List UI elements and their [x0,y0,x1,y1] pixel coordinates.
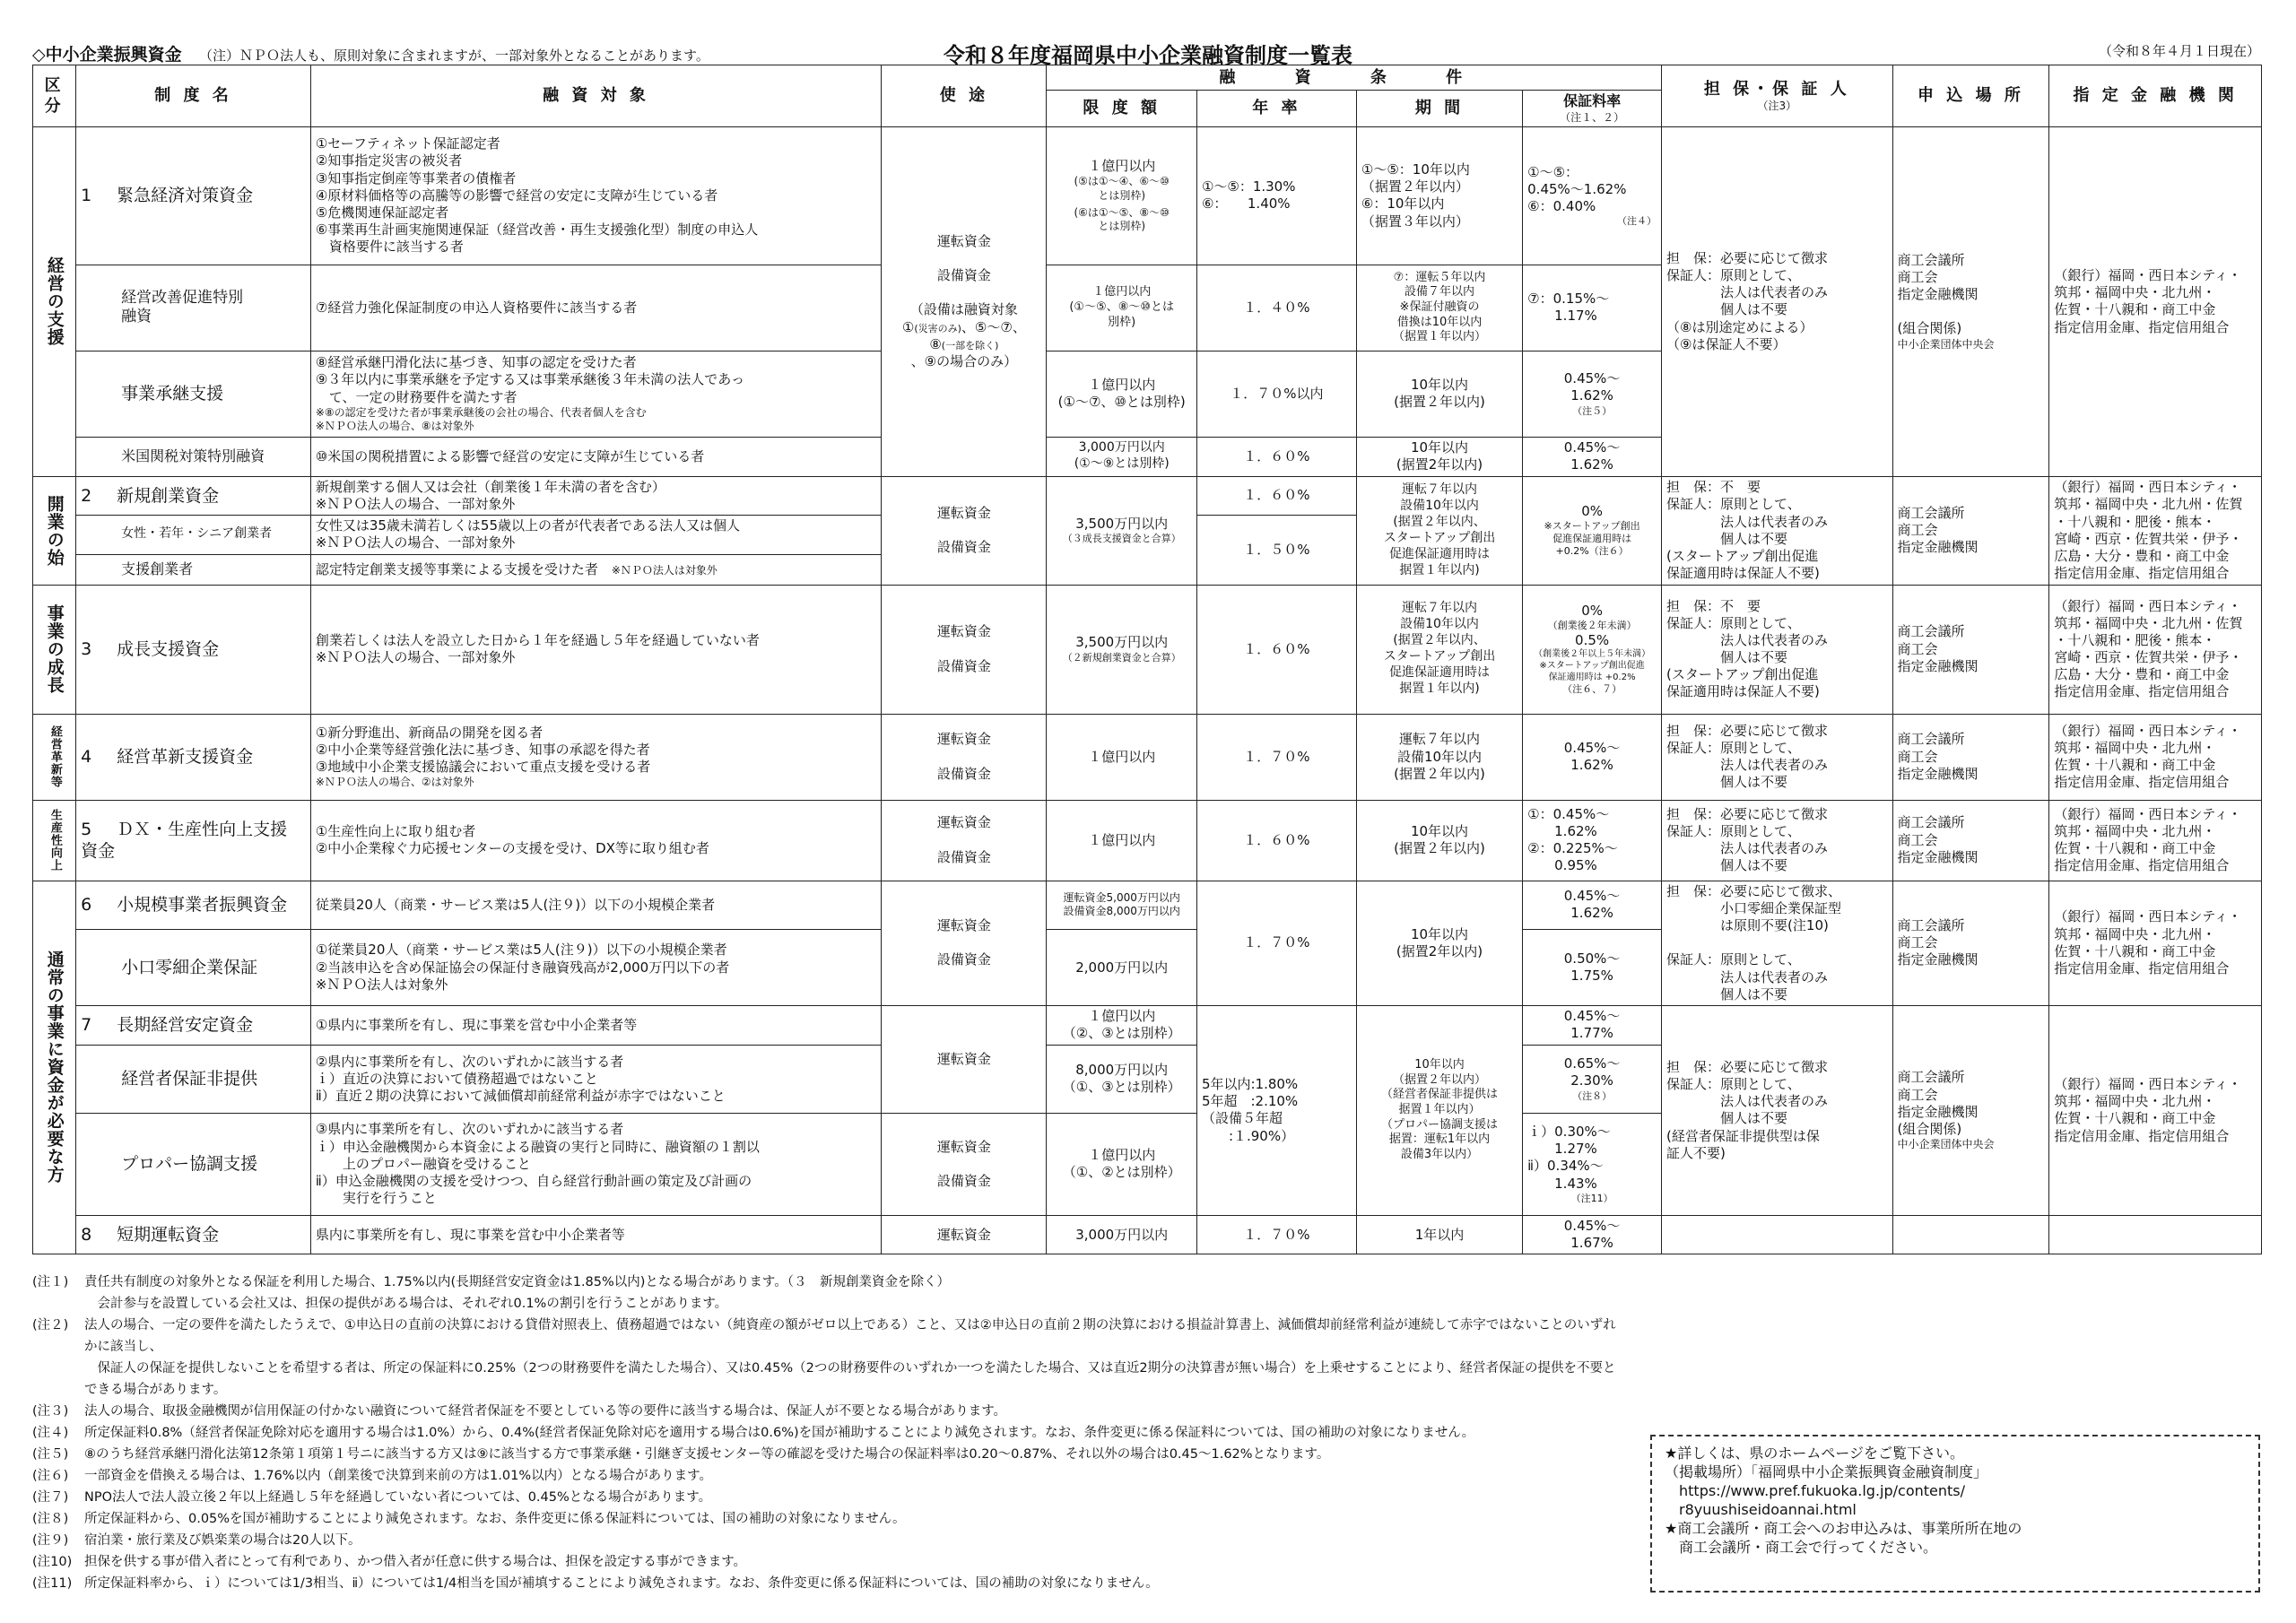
collateral-terms [1662,1215,1893,1254]
collateral-terms: 担 保：必要に応じて徴求 保証人：原則として、 法人は代表者のみ 個人は不要 [1662,714,1893,800]
category-ordinary: 通常の事業に資金が必要な方 [33,881,76,1254]
loan-period: 10年以内 (据置2年以内) [1356,437,1522,476]
guarantee-fee: 0.45%〜 1.62% （注５） [1523,351,1662,437]
loan-limit: 3,500万円以内 （２新規創業資金と合算） [1047,585,1196,714]
footnote-label: (注９) [32,1533,69,1548]
interest-rate: １．６０% [1196,800,1356,881]
footnote-label: (注４) [32,1426,69,1440]
loan-target: 創業若しくは法人を設立した日から１年を経過し５年を経過していない者 ※ＮＰＯ法人の場合、一部対象外 [310,585,881,714]
program-name: 支援創業者 [76,554,311,585]
guarantee-fee: ｉ）0.30%〜 1.27% ⅱ）0.34%〜 1.43% （注11） [1523,1113,1662,1215]
loan-limit: 運転資金5,000万円以内 設備資金8,000万円以内 [1047,881,1196,930]
designated-banks: （銀行）福岡・西日本シティ・ 筑邦・福岡中央・北九州・ 佐賀・十八親和・商工中金 指定信用金庫、指定信用組合 [2049,800,2262,881]
footnote-text: 法人の場合、一定の要件を満たしたうえで、①申込日の直前の決算における貸借対照表上、債務超過ではない（純資産の額がゼロ以上である）こと、又は②申込日の直前２期の決算における損益計算書上、減価償却前経常利益が連続して赤字ではないことのいずれかに該当し、 保証人の保証を提供しないことを希望する者は、所定の保証料に0.25%（2つの財務要件を満たした場合）、又は0.45%（2つの財務要件のいずれか一つを満たした場合、又は直近2期分の決算書が無い場合）を上乗せすることにより、経営者保証の提供を不要とできる場合があります。 [84,1318,1616,1397]
interest-rate: １．７０% [1196,881,1356,1005]
loan-limit: 2,000万円以内 [1047,930,1196,1006]
homepage-link[interactable]: https://www.pref.fukuoka.lg.jp/contents/ r8yuushiseidoannai.html [1679,1482,1966,1518]
info-line: ★詳しくは、県のホームページをご覧下さい。 [1665,1445,1965,1462]
loan-purpose: 運転資金 設備資金 [882,476,1047,585]
footnote-label: (注３) [32,1404,69,1419]
col-period: 期 間 [1356,91,1522,127]
collateral-terms: 担 保：必要に応じて徴求 保証人：原則として、 法人は代表者のみ 個人は不要 [1662,800,1893,881]
apply-place: 商工会議所 商工会 指定金融機関 [1892,585,2049,714]
footnote [32,1422,1629,1444]
loan-target: ③県内に事業所を有し、次のいずれかに該当する者 ｉ）申込金融機関から本資金による融資の実行と同時に、融資額の１割以 上のプロパー融資を受けること ⅱ）申込金融機関の支援を受けつつ、自ら経営行動計画の策定及び計画の 実行を行うこと [310,1113,881,1215]
designated-banks: （銀行）福岡・西日本シティ・ 筑邦・福岡中央・北九州・ 佐賀・十八親和・商工中金 指定信用金庫、指定信用組合 [2049,714,2262,800]
col-fee: 保証料率 （注１、２） [1523,91,1662,127]
loan-limit: １億円以内 [1047,714,1196,800]
footnote-text: 一部資金を借換える場合は、1.76%以内（創業後で決算到来前の方は1.01%以内）となる場合があります。 [84,1469,712,1483]
col-rate: 年 率 [1196,91,1356,127]
guarantee-fee: 0.45%〜 1.67% [1523,1215,1662,1254]
program-name: 1 緊急経済対策資金 [76,126,311,265]
table-row [33,714,2262,800]
loan-purpose: 運転資金 設備資金 [882,881,1047,1005]
footnote [32,1487,1629,1508]
program-name: 7 長期経営安定資金 [76,1005,311,1045]
table-row [33,800,2262,881]
loan-period: 運転７年以内 設備10年以内 (据置２年以内) [1356,714,1522,800]
interest-rate: １．７０%以内 [1196,351,1356,437]
loan-purpose: 運転資金 [882,1215,1047,1254]
guarantee-fee: 0.45%〜 1.77% [1523,1005,1662,1045]
footnote-label: (注７) [32,1490,69,1505]
designated-banks: （銀行）福岡・西日本シティ・ 筑邦・福岡中央・北九州・ 佐賀・十八親和・商工中金 指定信用金庫、指定信用組合 [2049,881,2262,1005]
interest-rate: １．７０% [1196,714,1356,800]
loan-target: ⑧経営承継円滑化法に基づき、知事の認定を受けた者 ⑨３年以内に事業承継を予定する又は事業承継後３年未満の法人であっ て、一定の財務要件を満たす者 ※⑧の認定を受けた者が事業承継後の会社の場合、代表者個人を含む ※ＮＰＯ法人の場合、⑧は対象外 [310,351,881,437]
loan-target: ①生産性向上に取り組む者 ②中小企業稼ぐ力応援センターの支援を受け、DX等に取り組む者 [310,800,881,881]
footnote [32,1530,1629,1551]
footnote-text: 責任共有制度の対象外となる保証を利用した場合、1.75%以内(長期経営安定資金は1.85%以内)となる場合があります。（３ 新規創業資金を除く） 会計参与を設置している会社又は、担保の提供がある場合は、それぞれ0.1%の割引を行うことがあります。 [84,1275,951,1311]
program-name: 6 小規模事業者振興資金 [76,881,311,930]
info-line: ★商工会議所・商工会へのお申込みは、事業所所在地の 商工会議所・商工会で行ってください。 [1665,1520,2022,1556]
program-name: 経営改善促進特別 融資 [76,265,311,351]
loan-target: 県内に事業所を有し、現に事業を営む中小企業者等 [310,1215,881,1254]
col-program: 制 度 名 [76,65,311,127]
apply-place: 商工会議所 商工会 指定金融機関 [1892,476,2049,585]
program-name: 4 経営革新支援資金 [76,714,311,800]
apply-place: 商工会議所 商工会 指定金融機関 (組合関係) 中小企業団体中央会 [1892,126,2049,476]
col-target: 融 資 対 象 [310,65,881,127]
section-title: ◇中小企業振興資金 [32,45,182,65]
footnote-text: NPO法人で法人設立後２年以上経過し５年を経過していない者については、0.45%となる場合があります。 [84,1490,712,1505]
interest-rate: ①〜⑤：1.30% ⑥： 1.40% [1196,126,1356,265]
loan-target: 女性又は35歳未満若しくは55歳以上の者が代表者である法人又は個人 ※ＮＰＯ法人の場合、一部対象外 [310,516,881,554]
interest-rate: １．６０% [1196,585,1356,714]
footnote-text: 担保を供する事が借入者にとって有利であり、かつ借入者が任意に供する場合は、担保を設定する事ができます。 [84,1555,747,1569]
footnote-text: 所定保証料率から、ｉ）については1/3相当、ⅱ）については1/4相当を国が補填することにより減免されます。なお、条件変更に係る保証料については、国の補助の対象になりません。 [84,1576,1159,1591]
loan-limit: １億円以内 (⑤は①〜④、⑥〜⑩ とは別枠) (⑥は①〜⑤、⑧〜⑩ とは別枠) [1047,126,1196,265]
loan-target: ⑦経営力強化保証制度の申込人資格要件に該当する者 [310,265,881,351]
guarantee-fee: 0.45%〜 1.62% [1523,437,1662,476]
footnote-label: (注11) [32,1576,73,1591]
col-purpose: 使 途 [882,65,1047,127]
loan-target: ①新分野進出、新商品の開発を図る者 ②中小企業等経営強化法に基づき、知事の承認を得た者 ③地域中小企業支援協議会において重点支援を受ける者 ※ＮＰＯ法人の場合、②は対象外 [310,714,881,800]
guarantee-fee: 0% ※スタートアップ創出 促進保証適用時は +0.2%（注６） [1523,476,1662,585]
header-note: （注）ＮＰＯ法人も、原則対象に含まれますが、一部対象外となることがあります。 [199,48,709,64]
loan-period: 1年以内 [1356,1215,1522,1254]
loan-period: 運転７年以内 設備10年以内 (据置２年以内、 スタートアップ創出 促進保証適用時は 据置１年以内) [1356,476,1522,585]
table-row [33,881,2262,930]
interest-rate: 5年以内:1.80% 5年超 :2.10% （設備５年超 :１.90%） [1196,1005,1356,1215]
as-of-date: （令和８年４月１日現在） [2098,43,2260,59]
col-limit: 限 度 額 [1047,91,1196,127]
apply-place: 商工会議所 商工会 指定金融機関 [1892,881,2049,1005]
loan-limit: 3,000万円以内 [1047,1215,1196,1254]
loan-period: 10年以内 (据置２年以内) [1356,800,1522,881]
apply-place [1892,1215,2049,1254]
category-productivity: 生産性向上 [33,800,76,881]
table-row [33,476,2262,515]
loan-limit: １億円以内 (①〜⑦、⑩とは別枠) [1047,351,1196,437]
info-line: （掲載場所）「福岡県中小企業振興資金融資制度」 [1665,1463,1988,1480]
table-row [33,1215,2262,1254]
loan-purpose: 運転資金 設備資金 （設備は融資対象 ①(災害のみ)、⑤〜⑦、 ⑧(一部を除く) 、⑨の場合のみ） [882,126,1047,476]
loan-purpose: 運転資金 [882,1005,1047,1113]
program-name: 女性・若年・シニア創業者 [76,516,311,554]
interest-rate: １．４０% [1196,265,1356,351]
loan-target: 従業員20人（商業・サービス業は5人(注９)）以下の小規模企業者 [310,881,881,930]
table-row [33,1005,2262,1045]
loan-target: ①県内に事業所を有し、現に事業を営む中小企業者等 [310,1005,881,1045]
footnote-text: 法人の場合、取扱金融機関が信用保証の付かない融資について経営者保証を不要としている等の要件に該当する場合は、保証人が不要となる場合があります。 [84,1404,1007,1419]
footnote [32,1444,1629,1465]
loan-period: 10年以内 （据置２年以内） （経営者保証非提供は 据置１年以内） （プロパー協調支援は 据置：運転1年以内 設備3年以内） [1356,1005,1522,1215]
footnote-label: (注８) [32,1512,69,1526]
loan-target: 認定特定創業支援等事業による支援を受けた者 ※ＮＰＯ法人は対象外 [310,554,881,585]
footnote [32,1465,1629,1487]
loan-target: 新規創業する個人又は会社（創業後１年未満の者を含む） ※ＮＰＯ法人の場合、一部対象外 [310,476,881,515]
loan-limit: 8,000万円以内 （①、③とは別枠） [1047,1045,1196,1113]
program-name: 経営者保証非提供 [76,1045,311,1113]
loan-limit: １億円以内 （①、②とは別枠） [1047,1113,1196,1215]
loan-limit: １億円以内 （②、③とは別枠） [1047,1005,1196,1045]
designated-banks: （銀行）福岡・西日本シティ・ 筑邦・福岡中央・北九州・ 佐賀・十八親和・商工中金 指定信用金庫、指定信用組合 [2049,126,2262,476]
footnote [32,1401,1629,1422]
guarantee-fee: 0.45%〜 1.62% [1523,714,1662,800]
col-terms: 融 資 条 件 [1047,65,1662,91]
interest-rate: １．５０% [1196,516,1356,585]
apply-place: 商工会議所 商工会 指定金融機関 [1892,800,2049,881]
loan-purpose: 運転資金 設備資金 [882,800,1047,881]
footnote [32,1271,1629,1315]
collateral-terms: 担 保：必要に応じて徴求 保証人：原則として、 法人は代表者のみ 個人は不要 （⑧は別途定めによる） （⑨は保証人不要） [1662,126,1893,476]
loan-target: ①従業員20人（商業・サービス業は5人(注９)）以下の小規模企業者 ②当該申込を含め保証協会の保証付き融資残高が2,000万円以下の者 ※ＮＰＯ法人は対象外 [310,930,881,1006]
loan-target: ①セーフティネット保証認定者 ②知事指定災害の被災者 ③知事指定倒産等事業者の債権者 ④原材料価格等の高騰等の影響で経営の安定に支障が生じている者 ⑤危機関連保証認定者 ⑥事業再生計画実施関連保証（経営改善・再生支援強化型）制度の申込人 資格要件に該当する者 [310,126,881,265]
designated-banks: （銀行）福岡・西日本シティ・ 筑邦・福岡中央・北九州・佐賀 ・十八親和・肥後・熊本・ 宮崎・西京・佐賀共栄・伊予・ 広島・大分・豊和・商工中金 指定信用金庫、指定信用組合 [2049,476,2262,585]
loan-purpose: 運転資金 設備資金 [882,1113,1047,1215]
category-management-support: 経営の支援 [33,126,76,476]
program-name: 2 新規創業資金 [76,476,311,515]
loan-limit: 3,000万円以内 (①〜⑨とは別枠) [1047,437,1196,476]
footnote-label: (注１) [32,1275,69,1289]
col-banks: 指 定 金 融 機 関 [2049,65,2262,127]
footnote [32,1508,1629,1530]
collateral-terms: 担 保：不 要 保証人：原則として、 法人は代表者のみ 個人は不要 (スタートアップ創出促進 保証適用時は保証人不要) [1662,585,1893,714]
footnote-text: ⑧のうち経営承継円滑化法第12条第１項第１号ニに該当する方又は⑨に該当する方で事業承継・引継ぎ支援センター等の確認を受けた場合の保証料率は0.20〜0.87%、それ以外の場合は0.45〜1.62%となります。 [84,1447,1330,1462]
loan-limit: 3,500万円以内 （３成長支援資金と合算） [1047,476,1196,585]
interest-rate: １．６０% [1196,476,1356,515]
loan-period: 10年以内 (据置２年以内) [1356,351,1522,437]
footnote-text: 所定保証料から、0.05%を国が補助することにより減免されます。なお、条件変更に係る保証料については、国の補助の対象になりません。 [84,1512,906,1526]
program-name: 米国関税対策特別融資 [76,437,311,476]
apply-place: 商工会議所 商工会 指定金融機関 [1892,714,2049,800]
collateral-terms: 担 保：必要に応じて徴求 保証人：原則として、 法人は代表者のみ 個人は不要 (経営者保証非提供型は保 証人不要) [1662,1005,1893,1215]
loan-period: 運転７年以内 設備10年以内 (据置２年以内、 スタートアップ創出 促進保証適用時は 据置１年以内) [1356,585,1522,714]
program-name: 事業承継支援 [76,351,311,437]
footnote [32,1551,1629,1573]
footnotes [32,1271,1629,1594]
loan-purpose: 運転資金 設備資金 [882,714,1047,800]
loan-period: ①〜⑤：10年以内 （据置２年以内） ⑥：10年以内 （据置３年以内） [1356,126,1522,265]
footnote [32,1573,1629,1594]
table-row [33,585,2262,714]
loan-period: ⑦：運転５年以内 設備７年以内 ※保証付融資の 借換は10年以内 （据置１年以内） [1356,265,1522,351]
program-name: 小口零細企業保証 [76,930,311,1006]
col-apply: 申 込 場 所 [1892,65,2049,127]
guarantee-fee: 0.50%〜 1.75% [1523,930,1662,1006]
designated-banks [2049,1215,2262,1254]
guarantee-fee: ①：0.45%〜 1.62% ②：0.225%〜 0.95% [1523,800,1662,881]
designated-banks: （銀行）福岡・西日本シティ・ 筑邦・福岡中央・北九州・ 佐賀・十八親和・商工中金 指定信用金庫、指定信用組合 [2049,1005,2262,1215]
guarantee-fee: 0% （創業後２年未満） 0.5% （創業後２年以上５年未満） ※スタートアップ創出促進 保証適用時は +0.2% （注６、７） [1523,585,1662,714]
loan-purpose: 運転資金 設備資金 [882,585,1047,714]
category-startup: 開業の始 [33,476,76,585]
category-innovation: 経営革新等 [33,714,76,800]
program-name: 3 成長支援資金 [76,585,311,714]
loan-target: ②県内に事業所を有し、次のいずれかに該当する者 ｉ）直近の決算において債務超過ではないこと ⅱ）直近２期の決算において減価償却前経常利益が赤字ではないこと [310,1045,881,1113]
program-name: 5 ＤＸ・生産性向上支援 資金 [76,800,311,881]
footnote [32,1315,1629,1401]
collateral-terms: 担 保：不 要 保証人：原則として、 法人は代表者のみ 個人は不要 (スタートアップ創出促進 保証適用時は保証人不要) [1662,476,1893,585]
program-name: 8 短期運転資金 [76,1215,311,1254]
footnote-text: 所定保証料0.8%（経営者保証免除対応を適用する場合は1.0%）から、0.4%(経営者保証免除対応を適用する場合は0.6%)を国が補助することにより減免されます。なお、条件変更に係る保証料については、国の補助の対象になりません。 [84,1426,1475,1440]
footnote-label: (注２) [32,1318,69,1332]
apply-place: 商工会議所 商工会 指定金融機関 (組合関係) 中小企業団体中央会 [1892,1005,2049,1215]
collateral-terms: 担 保：必要に応じて徴求、 小口零細企業保証型 は原則不要(注10) 保証人：原則として、 法人は代表者のみ 個人は不要 [1662,881,1893,1005]
loan-target: ⑩米国の関税措置による影響で経営の安定に支障が生じている者 [310,437,881,476]
footnote-label: (注10) [32,1555,73,1569]
footnote-text: 宿泊業・旅行業及び娯楽業の場合は20人以下。 [84,1533,361,1548]
interest-rate: １．７０% [1196,1215,1356,1254]
info-box [1650,1435,2260,1593]
category-growth: 事業の成長 [33,585,76,714]
program-name: プロパー協調支援 [76,1113,311,1215]
footnote-label: (注５) [32,1447,69,1462]
col-collateral: 担 保・保 証 人 （注3） [1662,65,1893,127]
guarantee-fee: ⑦：0.15%〜 1.17% [1523,265,1662,351]
loan-period: 10年以内 (据置2年以内) [1356,881,1522,1005]
loan-limit: １億円以内 (①〜⑤、⑧〜⑩とは 別枠) [1047,265,1196,351]
guarantee-fee: 0.45%〜 1.62% [1523,881,1662,930]
page-title: 令和８年度福岡県中小企業融資制度一覧表 [944,43,1352,68]
loan-program-table [32,65,2262,1254]
col-category: 区分 [33,65,76,127]
designated-banks: （銀行）福岡・西日本シティ・ 筑邦・福岡中央・北九州・佐賀 ・十八親和・肥後・熊本・ 宮崎・西京・佐賀共栄・伊予・ 広島・大分・豊和・商工中金 指定信用金庫、指定信用組合 [2049,585,2262,714]
footnote-label: (注６) [32,1469,69,1483]
loan-limit: １億円以内 [1047,800,1196,881]
table-row [33,126,2262,265]
guarantee-fee: ①〜⑤： 0.45%〜1.62% ⑥：0.40% （注４） [1523,126,1662,265]
interest-rate: １．６０% [1196,437,1356,476]
guarantee-fee: 0.65%〜 2.30% （注８） [1523,1045,1662,1113]
